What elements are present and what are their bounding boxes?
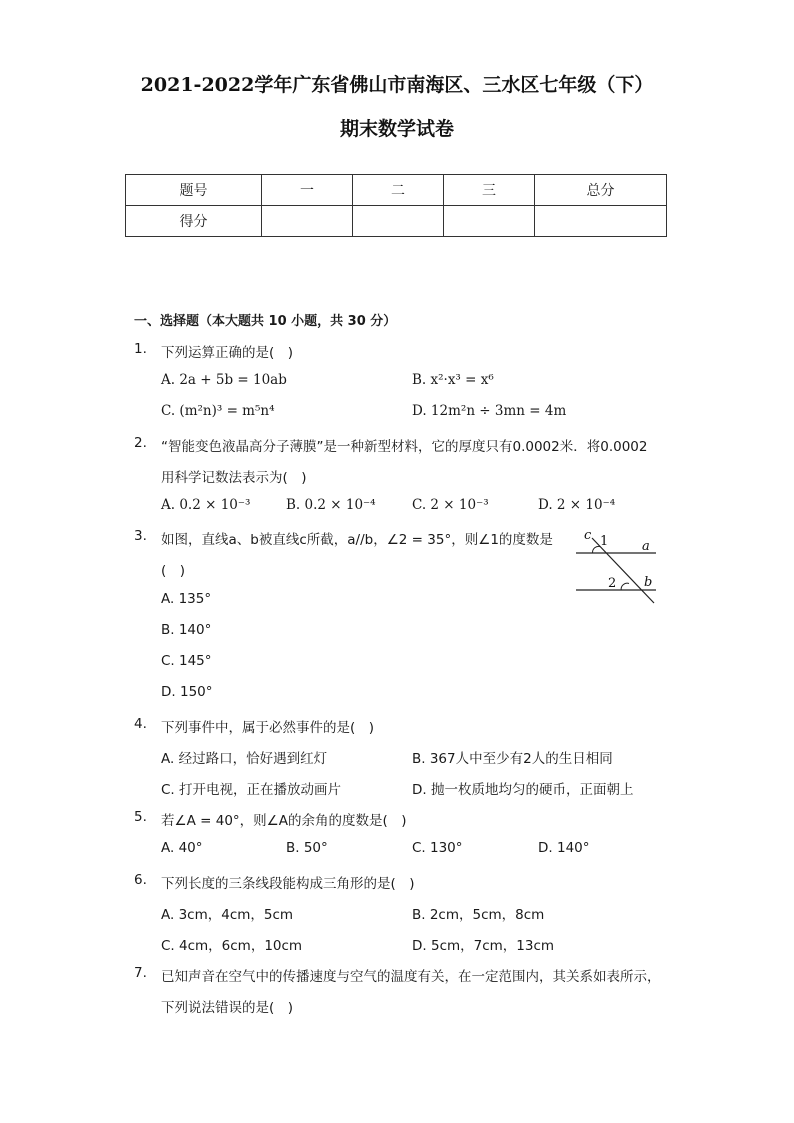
question-2-option-c: C. 2 × 10⁻³: [412, 497, 489, 513]
page-title-line2: 期末数学试卷: [339, 118, 454, 140]
question-3-option-a: A. 135°: [161, 591, 212, 607]
question-2-text-line2: 用科学记数法表示为( ): [161, 470, 307, 486]
score-row-label: 得分: [126, 206, 262, 237]
label-c: c: [584, 528, 592, 543]
question-3-option-c: C. 145°: [161, 653, 212, 669]
label-a: a: [642, 539, 650, 554]
question-5-text: 若∠A = 40°，则∠A的余角的度数是( ): [161, 813, 407, 829]
question-7-text: 已知声音在空气中的传播速度与空气的温度有关，在一定范围内，其关系如表所示，: [161, 969, 661, 985]
page-title-line1: 2021-2022学年广东省佛山市南海区、三水区七年级（下）: [140, 74, 654, 96]
score-cell-part-3: [444, 206, 535, 237]
question-2-option-b: B. 0.2 × 10⁻⁴: [286, 497, 376, 513]
label-1: 1: [600, 534, 609, 549]
label-2: 2: [608, 576, 617, 591]
question-6-option-c: C. 4cm，6cm，10cm: [161, 938, 303, 954]
score-table: [125, 174, 667, 237]
question-4-option-b: B. 367人中至少有2人的生日相同: [412, 751, 613, 767]
question-1-option-b: B. x²·x³ = x⁶: [412, 372, 494, 388]
question-2-option-a: A. 0.2 × 10⁻³: [161, 497, 251, 513]
question-6-text: 下列长度的三条线段能构成三角形的是( ): [161, 876, 415, 892]
question-5-option-c: C. 130°: [412, 840, 463, 856]
score-cell-total: [535, 206, 667, 237]
question-6-number: 6.: [134, 872, 147, 888]
question-1-option-d: D. 12m²n ÷ 3mn = 4m: [412, 403, 567, 419]
score-cell-part-1: [262, 206, 353, 237]
question-1-option-a: A. 2a + 5b = 10ab: [161, 372, 287, 388]
angle-2-arc: [621, 583, 629, 590]
parallel-lines-figure: [570, 526, 662, 606]
question-5-option-d: D. 140°: [538, 840, 590, 856]
question-6-option-d: D. 5cm，7cm，13cm: [412, 938, 555, 954]
question-4-option-a: A. 经过路口，恰好遇到红灯: [161, 751, 328, 767]
question-3-text: 如图，直线a、b被直线c所截，a//b，∠2 = 35°，则∠1的度数是: [161, 532, 553, 548]
question-1-option-c: C. (m²n)³ = m⁵n⁴: [161, 403, 275, 419]
question-5-option-b: B. 50°: [286, 840, 328, 856]
question-7-text-line2: 下列说法错误的是( ): [161, 1000, 294, 1016]
question-6-option-b: B. 2cm，5cm，8cm: [412, 907, 545, 923]
question-3-option-d: D. 150°: [161, 684, 213, 700]
question-1-text: 下列运算正确的是( ): [161, 345, 294, 361]
question-1-number: 1.: [134, 341, 147, 357]
question-2-text: “智能变色液晶高分子薄膜”是一种新型材料，它的厚度只有0.0002米．将0.0002: [161, 439, 648, 455]
score-table-score-row: [126, 206, 667, 237]
section-heading: 一、选择题（本大题共 10 小题，共 30 分）: [134, 314, 397, 329]
score-cell-part-2: [353, 206, 444, 237]
question-4-option-d: D. 抛一枚质地均匀的硬币，正面朝上: [412, 782, 634, 798]
header-cell-question-number: 题号: [126, 175, 262, 206]
header-cell-part-1: 一: [262, 175, 353, 206]
question-4-option-c: C. 打开电视，正在播放动画片: [161, 782, 342, 798]
header-cell-total: 总分: [535, 175, 667, 206]
question-3-number: 3.: [134, 528, 147, 544]
header-cell-part-2: 二: [353, 175, 444, 206]
question-4-number: 4.: [134, 716, 147, 732]
question-6-option-a: A. 3cm，4cm，5cm: [161, 907, 294, 923]
question-5-option-a: A. 40°: [161, 840, 203, 856]
question-3-text-line2: ( ): [161, 563, 186, 579]
question-3-option-b: B. 140°: [161, 622, 212, 638]
question-4-text: 下列事件中，属于必然事件的是( ): [161, 720, 375, 736]
header-cell-part-3: 三: [444, 175, 535, 206]
score-table-header-row: [126, 175, 667, 206]
question-5-number: 5.: [134, 809, 147, 825]
label-b: b: [644, 575, 653, 590]
question-2-option-d: D. 2 × 10⁻⁴: [538, 497, 616, 513]
question-2-number: 2.: [134, 435, 147, 451]
question-7-number: 7.: [134, 965, 147, 981]
